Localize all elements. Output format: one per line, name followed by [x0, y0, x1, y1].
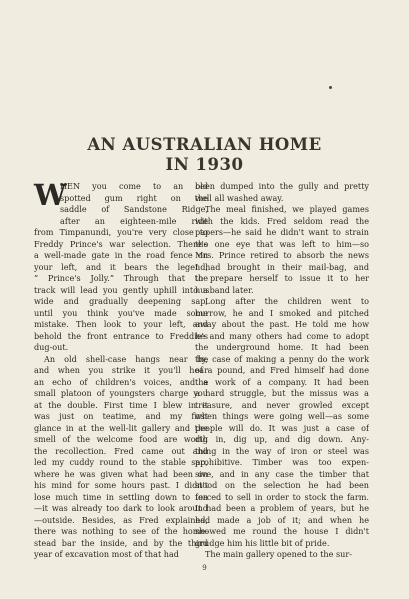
text-line: his mind for some hours past. I didn't: [34, 480, 208, 490]
text-line: track will lead you gently uphill into a: [34, 284, 208, 295]
text-line: It had been a problem of years, but he: [195, 503, 369, 513]
text-line: year of excavation most of that had: [34, 549, 179, 559]
text-line: papers—he said he didn't want to strain: [195, 227, 369, 237]
text-line: treasure, and never growled except: [195, 399, 369, 410]
left-column: [34, 178, 208, 561]
text-line: The main gallery opened to the sur-: [205, 549, 352, 559]
text-line: the underground home. It had been: [195, 342, 369, 352]
article-title: [0, 135, 409, 175]
text-line: an echo of children's voices, and a: [34, 376, 208, 387]
text-line: been dumped into the gully and pretty: [195, 181, 369, 191]
text-line: —it was already too dark to look around: [34, 503, 208, 513]
text-line: well all washed away.: [195, 192, 284, 203]
text-line: the work of a company. It had been: [195, 376, 369, 387]
page-number: 9: [202, 564, 207, 572]
text-line: of a pound, and Fred himself had done: [195, 365, 369, 375]
text-line: to prepare herself to issue it to her: [195, 273, 369, 283]
text-line: “ Prince's Jolly.” Through that the: [34, 273, 208, 283]
right-column: [195, 181, 369, 561]
text-line: behold the front entrance to Freddie's: [34, 330, 208, 341]
text-line: the one eye that was left to him—so: [195, 238, 369, 249]
text-line: until you think you've made some: [34, 307, 208, 318]
ink-spot: [329, 86, 332, 89]
text-line: showed me round the house I didn't: [195, 526, 369, 536]
text-line: led my cuddy round to the stable sap,: [34, 457, 208, 467]
text-line: your left, and it bears the legend,: [34, 261, 208, 272]
text-line: prohibitive. Timber was too expen-: [195, 457, 369, 467]
text-line: HEN you come to an old: [60, 181, 208, 191]
text-line: stead bar the inside, and by the third: [34, 537, 208, 548]
text-line: the case of making a penny do the work: [195, 353, 369, 364]
text-line: from Timpanundi, you're very close to: [34, 227, 208, 237]
text-line: grudge him his little bit of pride.: [195, 537, 330, 548]
text-line: Long after the children went to: [205, 296, 369, 306]
text-line: mistake. Then look to your left, and: [34, 319, 208, 329]
text-line: sive, and in any case the timber that: [195, 468, 369, 479]
text-line: smell of the welcome food are worth: [34, 434, 208, 444]
text-line: the recollection. Fred came out and: [34, 445, 208, 456]
text-line: with the kids. Fred seldom read the: [195, 215, 369, 226]
text-line: where he was given what had been on: [34, 468, 208, 479]
text-line: thing in the way of iron or steel was: [195, 445, 369, 456]
text-line: dug-out.: [34, 342, 69, 352]
text-line: —outside. Besides, as Fred explained,: [34, 514, 208, 525]
text-line: Freddy Prince's war selection. There's: [34, 238, 208, 249]
drop-cap: W: [34, 178, 67, 212]
title-line-2: IN 1930: [165, 155, 244, 174]
text-line: and when you strike it you'll hear: [34, 365, 208, 375]
text-line: stood on the selection he had been: [195, 480, 369, 490]
text-line: glance in at the well-lit gallery and the: [34, 422, 208, 433]
text-line: spotted gum right on the: [60, 192, 208, 203]
text-line: wide and gradually deepening sap,: [34, 296, 208, 306]
text-line: after an eighteen-mile ride: [60, 215, 208, 226]
text-line: away about the past. He told me how: [195, 319, 369, 329]
text-line: The meal finished, we played games: [205, 204, 369, 214]
text-line: lose much time in settling down to tea: [34, 491, 208, 502]
text-line: a well-made gate in the road fence on: [34, 250, 208, 260]
text-line: had made a job of it; and when he: [195, 514, 369, 525]
text-line: saddle of Sandstone Ridge,: [60, 204, 208, 214]
text-line: a hard struggle, but the missus was a: [195, 388, 369, 398]
text-line: small platoon of youngsters charge you: [34, 388, 208, 398]
text-line: forced to sell in order to stock the farm.: [195, 491, 369, 502]
text-line: burrow, he and I smoked and pitched: [195, 307, 369, 318]
text-line: dig in, dig up, and dig down. Any-: [195, 434, 369, 444]
text-line: when things were going well—as some: [195, 411, 369, 421]
text-line: Mrs. Prince retired to absorb the news: [195, 250, 369, 260]
text-line: was just on teatime, and my first: [34, 411, 208, 421]
text-line: I had brought in their mail-bag, and: [195, 261, 369, 272]
text-line: husband later.: [195, 284, 254, 295]
text-line: at the double. First time I blew in it: [34, 399, 208, 410]
text-line: there was nothing to see of the home-: [34, 526, 208, 536]
text-line: he and many others had come to adopt: [195, 330, 369, 341]
text-line: people will do. It was just a case of: [195, 422, 369, 433]
title-line-1: AN AUSTRALIAN HOME: [87, 135, 322, 154]
text-line: An old shell-case hangs near by,: [44, 353, 208, 364]
